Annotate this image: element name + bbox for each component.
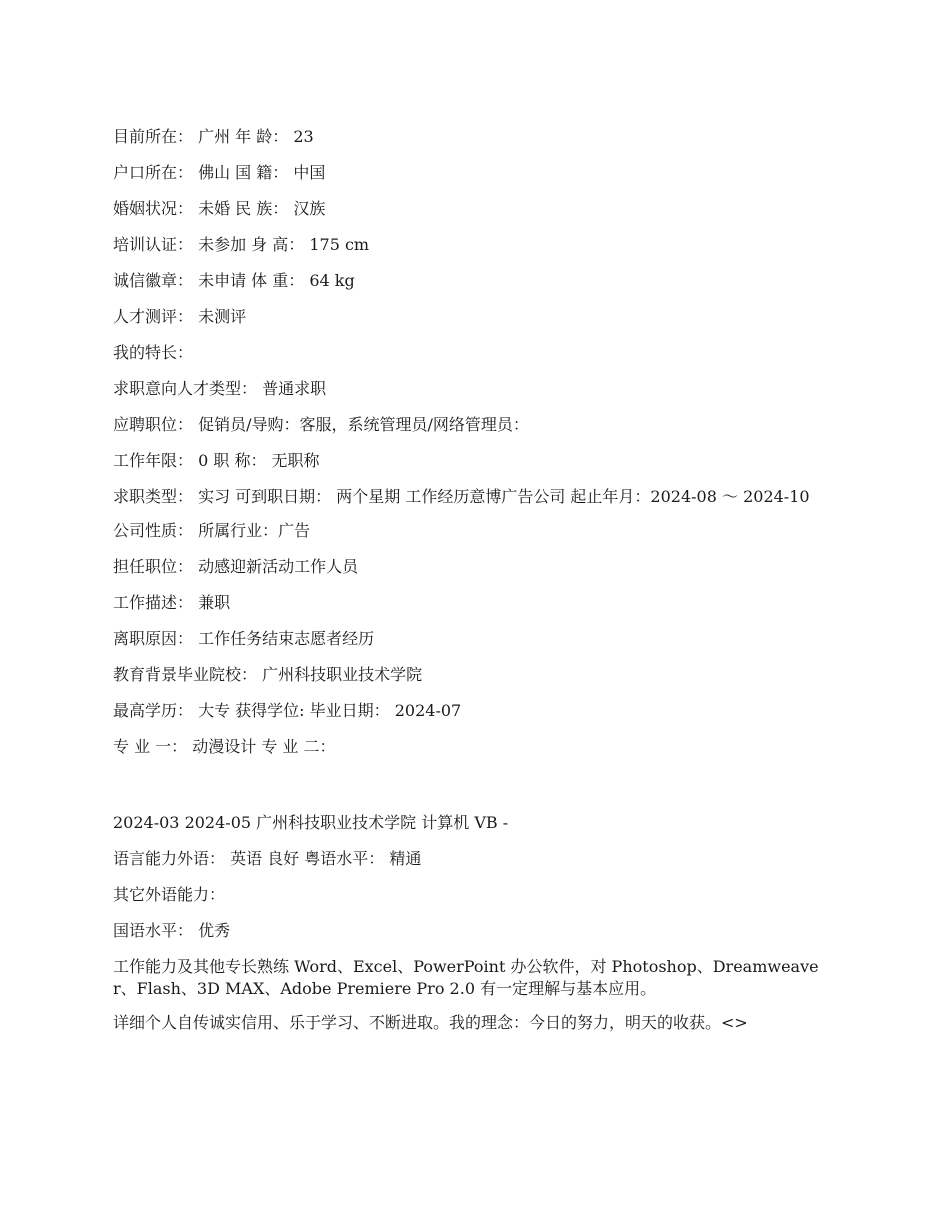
- line-autobiography: 详细个人自传诚实信用、乐于学习、不断进取。我的理念：今日的努力，明天的收获。<>: [113, 1013, 748, 1032]
- line-training-record: 2024-03 2024-05 广州科技职业技术学院 计算机 VB -: [113, 813, 509, 832]
- line-job-intent-type: 求职意向人才类型： 普通求职: [113, 379, 327, 398]
- line-education-school: 教育背景毕业院校： 广州科技职业技术学院: [113, 665, 423, 684]
- line-badge-weight: 诚信徽章： 未申请 体 重： 64 kg: [113, 271, 355, 290]
- line-training-height: 培训认证： 未参加 身 高： 175 cm: [113, 235, 370, 254]
- line-applied-position: 应聘职位： 促销员/导购：客服，系统管理员/网络管理员：: [113, 415, 529, 434]
- line-work-years-title: 工作年限： 0 职 称： 无职称: [113, 451, 320, 470]
- section-gap: [113, 772, 838, 812]
- line-degree-graduation: 最高学历： 大专 获得学位: 毕业日期： 2024-07: [113, 701, 462, 720]
- line-skills: 工作能力及其他专长熟练 Word、Excel、PowerPoint 办公软件，对 Photoshop、Dreamweaver、Flash、3D MAX、Adobe Premiere Pro 2.0 有一定理解与基本应用。: [113, 957, 819, 998]
- line-location-age: 目前所在： 广州 年 龄： 23: [113, 127, 314, 146]
- line-marital-ethnicity: 婚姻状况： 未婚 民 族： 汉族: [113, 199, 326, 218]
- line-job-description: 工作描述： 兼职: [113, 593, 231, 612]
- resume-document: [113, 126, 838, 1046]
- line-majors: 专 业 一： 动漫设计 专 业 二：: [113, 737, 336, 756]
- line-job-type-experience: 求职类型： 实习 可到职日期： 两个星期 工作经历意博广告公司 起止年月：2024-08 ～ 2024-10: [113, 487, 810, 506]
- line-specialty: 我的特长：: [113, 343, 194, 362]
- line-leave-reason: 离职原因： 工作任务结束志愿者经历: [113, 629, 375, 648]
- line-mandarin-level: 国语水平： 优秀: [113, 921, 231, 940]
- line-assessment: 人才测评： 未测评: [113, 307, 247, 326]
- line-position-held: 担任职位： 动感迎新活动工作人员: [113, 557, 359, 576]
- line-other-languages: 其它外语能力：: [113, 885, 226, 904]
- line-company-industry: 公司性质： 所属行业：广告: [113, 521, 311, 540]
- line-languages: 语言能力外语： 英语 良好 粤语水平： 精通: [113, 849, 422, 868]
- line-hukou-nationality: 户口所在： 佛山 国 籍： 中国: [113, 163, 326, 182]
